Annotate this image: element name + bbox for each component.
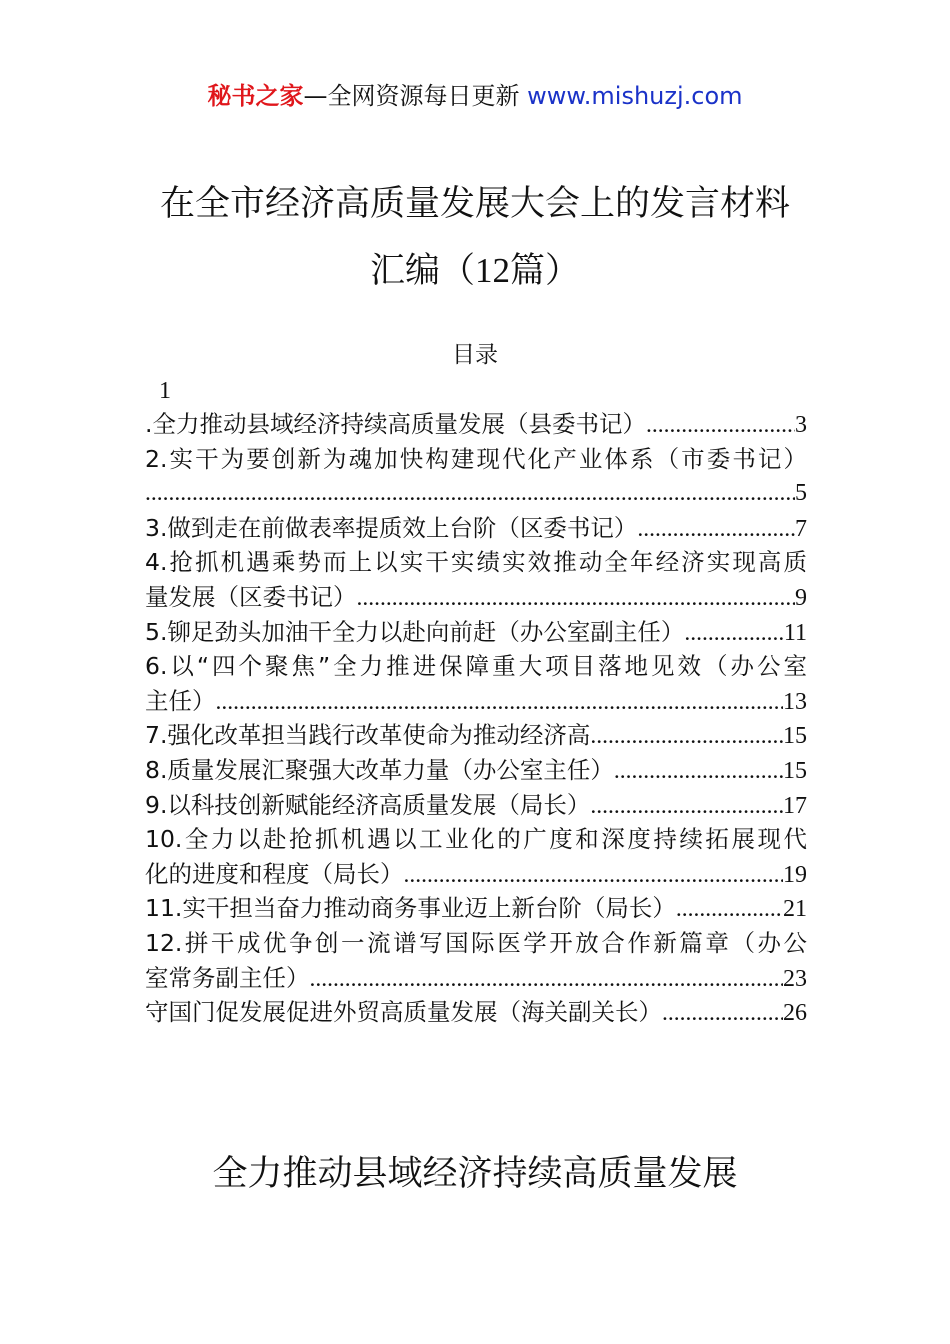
toc-entry[interactable] xyxy=(145,442,807,511)
toc-leader-dots xyxy=(637,512,795,547)
toc-page-number: 11 xyxy=(783,619,807,646)
toc-entry[interactable] xyxy=(145,615,807,650)
toc-page-number: 15 xyxy=(783,757,807,784)
toc-entry-line xyxy=(145,615,807,650)
toc-page-number: 3 xyxy=(795,412,807,438)
toc-leader-dots xyxy=(310,962,784,997)
toc-entry-text: 6.以“四个聚焦”全力推进保障重大项目落地见效（办公室 xyxy=(145,652,807,681)
toc-entry-line xyxy=(145,857,807,892)
section-title: 全力推动县域经济持续高质量发展 xyxy=(212,1154,738,1194)
toc-page-number: 5 xyxy=(795,480,807,507)
toc-entry-text: 化的进度和程度（局长） xyxy=(145,859,404,888)
toc-heading: 目录 xyxy=(452,342,498,368)
site-url-link[interactable]: www.mishuzj.com xyxy=(527,82,743,110)
toc-entry-line xyxy=(145,891,807,926)
toc-leader-dots xyxy=(145,476,795,511)
toc-entry[interactable] xyxy=(145,407,807,442)
title-count: 12 xyxy=(475,251,510,290)
toc-entry[interactable] xyxy=(145,788,807,823)
toc-entry-text: 7.强化改革担当践行改革使命为推动经济高 xyxy=(145,721,591,750)
toc-entry-line xyxy=(145,580,807,615)
toc-leader-dots xyxy=(614,754,783,789)
site-brand: 秘书之家 xyxy=(207,82,304,110)
toc-entry-text: 9.以科技创新赋能经济高质量发展（局长） xyxy=(145,790,591,819)
toc-entry-line xyxy=(145,684,807,719)
toc-entry-text: 8.质量发展汇聚强大改革力量（办公室主任） xyxy=(145,755,614,784)
toc-leader-dots xyxy=(357,581,796,616)
toc-entry[interactable] xyxy=(145,649,807,718)
toc-entry-text: 3.做到走在前做表率提质效上台阶（区委书记） xyxy=(145,513,638,542)
toc-entry-text: 2.实干为要创新为魂加快构建现代化产业体系（市委书记） xyxy=(145,444,807,473)
toc-leader-dots xyxy=(662,996,783,1031)
toc-page-number: 13 xyxy=(783,688,807,715)
toc-page-number: 17 xyxy=(783,792,807,819)
toc-entry-text: 12.拼干成优争创一流谱写国际医学开放合作新篇章（办公 xyxy=(145,928,807,957)
toc-entry-line xyxy=(145,476,807,511)
toc-page-number: 19 xyxy=(783,861,807,888)
toc-entry-text: 4.抢抓机遇乘势而上以实干实绩实效推动全年经济实现高质 xyxy=(145,548,807,577)
toc-page-number: 23 xyxy=(783,965,807,992)
toc-leader-dots xyxy=(590,719,783,754)
toc-leader-dots xyxy=(404,858,784,893)
toc-entry-line xyxy=(145,788,807,823)
toc-entry[interactable] xyxy=(145,511,807,546)
toc-entry-line xyxy=(145,407,807,442)
toc-list xyxy=(145,407,807,1030)
title-prefix: 汇编（ xyxy=(369,251,475,291)
toc-entry[interactable] xyxy=(145,822,807,891)
toc-page-number: 9 xyxy=(795,584,807,611)
document-title-line2 xyxy=(0,249,950,293)
toc-entry-line xyxy=(145,995,807,1030)
toc-entry[interactable] xyxy=(145,926,807,995)
toc-leader-dots xyxy=(590,789,783,824)
toc-page-number: 21 xyxy=(783,896,807,923)
toc-leader-dots xyxy=(676,892,783,927)
document-title-line1: 在全市经济高质量发展大会上的发言材料 xyxy=(159,184,790,224)
toc-entry[interactable] xyxy=(145,891,807,926)
toc-leader-dots xyxy=(684,616,783,651)
toc-entry[interactable] xyxy=(145,545,807,614)
toc-entry[interactable] xyxy=(145,995,807,1030)
toc-entry-text: 11.实干担当奋力推动商务事业迈上新台阶（局长） xyxy=(145,894,676,923)
toc-entry-text: 主任） xyxy=(145,686,216,715)
toc-entry-text: 室常务副主任） xyxy=(145,963,310,992)
toc-entry-line xyxy=(145,718,807,753)
toc-entry-text: .全力推动县域经济持续高质量发展（县委书记） xyxy=(145,410,646,438)
toc-entry-line xyxy=(145,961,807,996)
toc-leader-dots xyxy=(646,408,795,443)
toc-entry[interactable] xyxy=(145,753,807,788)
toc-entry-line xyxy=(145,511,807,546)
toc-entry-text: 10.全力以赴抢抓机遇以工业化的广度和深度持续拓展现代 xyxy=(145,825,807,854)
toc-entry-text: 5.铆足劲头加油干全力以赴向前赶（办公室副主任） xyxy=(145,617,685,646)
title-suffix: 篇） xyxy=(510,251,581,291)
toc-entry-text: 守国门促发展促进外贸高质量发展（海关副关长） xyxy=(145,998,662,1027)
toc-entry[interactable] xyxy=(145,718,807,753)
site-header xyxy=(0,80,950,112)
toc-page-number: 7 xyxy=(795,515,807,542)
toc-leader-dots xyxy=(216,685,784,720)
site-tagline: —全网资源每日更新 xyxy=(303,82,520,110)
toc-page-number: 15 xyxy=(783,723,807,750)
toc-page-number: 26 xyxy=(783,1000,807,1027)
table-of-contents xyxy=(145,375,807,1030)
toc-entry-text: 量发展（区委书记） xyxy=(145,582,357,611)
toc-leading-number: 1 xyxy=(159,378,171,404)
toc-entry-line xyxy=(145,753,807,788)
